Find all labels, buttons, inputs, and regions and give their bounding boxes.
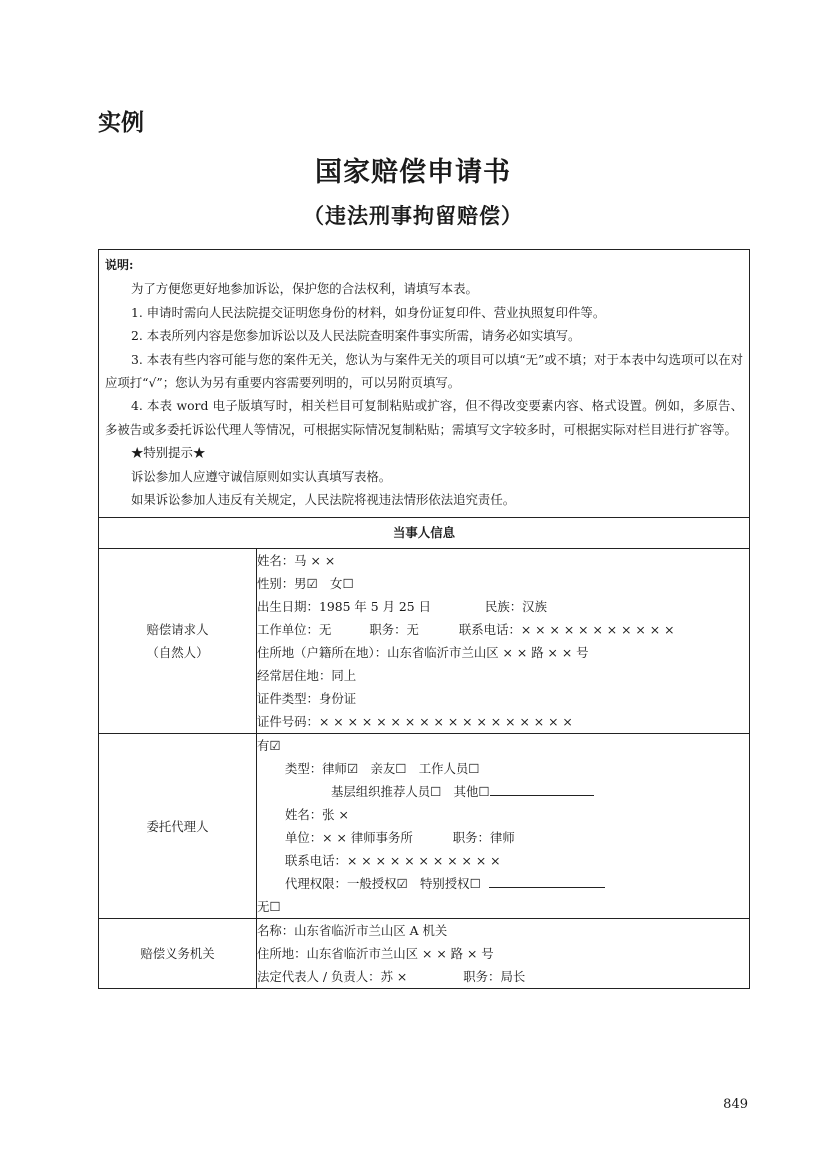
organ-name: 名称：山东省临沂市兰山区 A 机关	[257, 923, 448, 939]
organ-representative: 法定代表人 / 负责人：苏 ×	[257, 969, 408, 985]
instruction-item-2: 2. 本表所列内容是您参加诉讼以及人民法院查明案件事实所需，请务必如实填写。	[131, 328, 581, 344]
agent-unit: 单位：× × 律师事务所	[285, 830, 413, 846]
instruction-item-3: 3. 本表有些内容可能与您的案件无关，您认为与案件无关的项目可以填“无”或不填；对于本表中勾选项可以在对应项打“√”；您认为另有重要内容需要列明的，可以另附页填写。	[105, 351, 744, 391]
agent-position: 职务：律师	[452, 830, 515, 846]
page-number: 849	[723, 1097, 748, 1112]
authority-underline	[489, 872, 605, 888]
other-underline	[490, 780, 594, 796]
agent-type-other: 基层组织推荐人员☐ 其他☐	[331, 784, 490, 800]
organ-address: 住所地：山东省临沂市兰山区 × × 路 × 号	[257, 946, 494, 962]
document-subtitle: （违法刑事拘留赔偿）	[303, 203, 523, 228]
claimant-row	[99, 549, 750, 734]
agent-name: 姓名：张 ×	[285, 807, 349, 823]
agent-has-checkbox: 有☑	[257, 738, 281, 754]
example-heading: 实例	[98, 109, 144, 136]
section-header-row	[99, 518, 750, 549]
claimant-position: 职务：无	[369, 622, 419, 638]
organ-position: 职务：局长	[463, 969, 526, 985]
instructions-label: 说明:	[105, 258, 134, 272]
claimant-id-number: 证件号码：× × × × × × × × × × × × × × × × × ×	[257, 714, 573, 730]
instruction-intro: 为了方便您更好地参加诉讼，保护您的合法权利，请填写本表。	[131, 281, 478, 297]
special-notice-label: ★特别提示★	[131, 445, 206, 461]
claimant-label: 赔偿请求人	[146, 622, 209, 638]
agent-row	[99, 734, 750, 919]
claimant-phone: 联系电话：× × × × × × × × × × ×	[458, 622, 675, 638]
organ-details-cell	[257, 919, 750, 989]
agent-details-cell	[257, 734, 750, 919]
section-title: 当事人信息	[99, 518, 750, 549]
agent-authority: 代理权限：一般授权☑ 特别授权☐	[285, 876, 481, 892]
claimant-label-sub: （自然人）	[146, 645, 209, 661]
claimant-label-cell	[99, 549, 257, 734]
document-title: 国家赔偿申请书	[315, 157, 511, 188]
organ-label-cell	[99, 919, 257, 989]
agent-label-cell	[99, 734, 257, 919]
claimant-habitual-residence: 经常居住地：同上	[257, 668, 357, 684]
special-notice-2: 如果诉讼参加人违反有关规定，人民法院将视违法情形依法追究责任。	[131, 492, 516, 508]
claimant-work-unit: 工作单位：无	[257, 622, 332, 638]
application-form-table	[98, 249, 750, 989]
instruction-item-4: 4. 本表 word 电子版填写时，相关栏目可复制粘贴或扩容，但不得改变要素内容、格式设置。例如，多原告、多被告或多委托诉讼代理人等情况，可根据实际情况复制粘贴；需填写文字较多时，可根据实际对栏目进行扩容等。	[105, 398, 744, 437]
claimant-details-cell	[257, 549, 750, 734]
special-notice-1: 诉讼参加人应遵守诚信原则如实认真填写表格。	[131, 468, 392, 484]
claimant-residence: 住所地（户籍所在地）：山东省临沂市兰山区 × × 路 × × 号	[257, 645, 589, 661]
organ-row	[99, 919, 750, 989]
agent-label: 委托代理人	[146, 818, 209, 834]
claimant-name: 姓名：马 × ×	[257, 553, 336, 569]
agent-phone: 联系电话：× × × × × × × × × × ×	[285, 853, 501, 869]
agent-type: 类型：律师☑ 亲友☐ 工作人员☐	[285, 761, 480, 777]
instruction-item-1: 1. 申请时需向人民法院提交证明您身份的材料，如身份证复印件、营业执照复印件等。	[131, 304, 606, 320]
organ-label: 赔偿义务机关	[140, 946, 215, 962]
instructions-block	[99, 250, 749, 517]
claimant-ethnicity: 民族：汉族	[485, 599, 547, 615]
claimant-birth: 出生日期：1985 年 5 月 25 日	[257, 599, 432, 615]
agent-none-checkbox: 无☐	[257, 899, 281, 915]
notes-row	[99, 250, 750, 518]
claimant-id-type: 证件类型：身份证	[257, 691, 357, 707]
claimant-gender: 性别：男☑ 女☐	[257, 576, 354, 592]
